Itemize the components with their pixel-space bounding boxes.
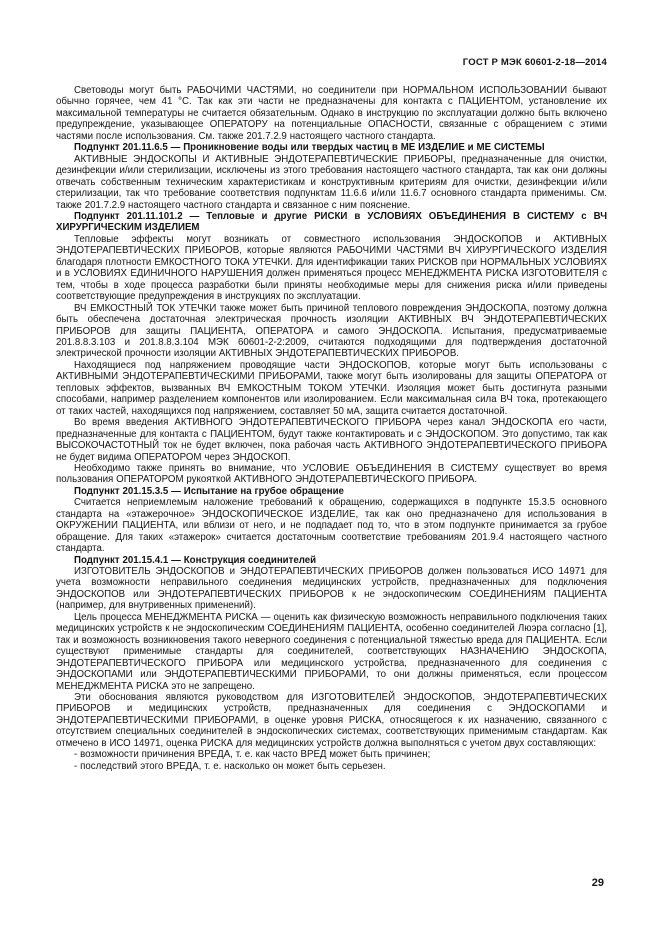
paragraph: Во время введения АКТИВНОГО ЭНДОТЕРАПЕВТИЧЕСКОГО ПРИБОРА через канал ЭНДОСКОПА его части, предназначенные для контакта с ПАЦИЕНТОМ, будут также контактировать и с ЭНДОСКОПОМ. Это допустимо, так как ВЫСОКОЧАСТОТНЫЙ ток не будет включен, пока рабочая часть АКТИВНОГО ЭНДОТЕРАПЕВТИЧЕСКОГО ПРИБОРА не будет видима ОПЕРАТОРОМ через ЭНДОСКОП. xyxy=(56,417,607,463)
paragraph: АКТИВНЫЕ ЭНДОСКОПЫ И АКТИВНЫЕ ЭНДОТЕРАПЕВТИЧЕСКИЕ ПРИБОРЫ, предназначенные для очистки, дезинфекции и/или стерилизации, исключены из этого требования настоящего частного стандарта, так как они должны отвечать собственным техническим характеристикам и конструктивным критериям для очистки, дезинфекции и/или стерилизации, так что требование соответствия подпунктам 11.6.6 и/или 11.6.7 основного стандарта применимы. См. также 201.7.2.9 настоящего частного стандарта и связанное с ним пояснение. xyxy=(56,153,607,211)
subclause-heading: Подпункт 201.11.6.5 — Проникновение воды или твердых частиц в МЕ ИЗДЕЛИЕ и МЕ СИСТЕМЫ xyxy=(74,142,545,154)
paragraph: ВЧ ЕМКОСТНЫЙ ТОК УТЕЧКИ также может быть причиной теплового повреждения ЭНДОСКОПА, поэтому должна быть обеспечена достаточная электрическая прочность изоляции АКТИВНЫХ ВЧ ЭНДОТЕРАПЕВТИЧЕСКИХ ПРИБОРОВ для защиты ПАЦИЕНТА, ОПЕРАТОРА и самого ЭНДОСКОПА. Испытания, предусматриваемые 201.8.8.3.103 и 201.8.8.3.104 МЭК 60601-2-2:2009, считаются подходящими для подтверждения достаточной электрической прочности изоляции АКТИВНЫХ ЭНДОТЕРАПЕВТИЧЕСКИХ ПРИБОРОВ. xyxy=(56,302,607,360)
paragraph: ИЗГОТОВИТЕЛЬ ЭНДОСКОПОВ и ЭНДОТЕРАПЕВТИЧЕСКИХ ПРИБОРОВ должен пользоваться ИСО 14971 для учета возможности неправильного соединения медицинских устройств, предназначенных для подключения ЭНДОСКОПОВ или ЭНДОТЕРАПЕВТИЧЕСКИХ ПРИБОРОВ к не эндоскопическим СОЕДИНЕНИЯМ ПАЦИЕНТА (например, для внутривенных применений). xyxy=(56,566,607,612)
paragraph: Необходимо также принять во внимание, что УСЛОВИЕ ОБЪЕДИНЕНИЯ В СИСТЕМУ существует во время пользования ОПЕРАТОРОМ рукояткой АКТИВНОГО ЭНДОТЕРАПЕВТИЧЕСКОГО ПРИБОРА. xyxy=(56,462,607,486)
paragraph: Цель процесса МЕНЕДЖМЕНТА РИСКА — оценить как физическую возможность неправильного подключения таких медицинских устройств к не эндоскопическим СОЕДИНЕНИЯМ ПАЦИЕНТА, особенно соединителей Люэра согласно [1], так и возможность возникновения такого неверного соединения с потенциальной тяжестью вреда для ПАЦИЕНТА. Если существуют применимые стандарты для соединителей, соответствующих НАЗНАЧЕНИЮ ЭНДОСКОПА, ЭНДОТЕРАПЕВТИЧЕСКОГО ПРИБОРА или медицинского устройства, предназначенного для соединения с ЭНДОСКОПАМИ или ЭНДОТЕРАПЕВТИЧЕСКИМИ ПРИБОРАМИ, то они должны применяться, если процессом МЕНЕДЖМЕНТА РИСКА это не запрещено. xyxy=(56,611,607,692)
page-number: 29 xyxy=(591,877,604,889)
paragraph: - возможности причинения ВРЕДА, т. е. как часто ВРЕД может быть причинен; xyxy=(74,749,431,761)
paragraph: Эти обоснования являются руководством для ИЗГОТОВИТЕЛЕЙ ЭНДОСКОПОВ, ЭНДОТЕРАПЕВТИЧЕСКИХ ПРИБОРОВ и медицинских устройств, предназначенных для соединения с ЭНДОСКОПАМИ и ЭНДОТЕРАПЕВТИЧЕСКИМИ ПРИБОРАМИ, в оценке уровня РИСКА, относящегося к их назначению, связанного с отсутствием специальных соединителей в эндоскопических системах, соответствующих применимым стандартам. Как отмечено в ИСО 14971, оценка РИСКА для медицинских устройств должна выполняться с учетом двух составляющих: xyxy=(56,692,607,749)
paragraph: Считается неприемлемым наложение требований к обращению, содержащихся в подпункте 15.3.5 основного стандарта на «этажерочное» ЭНДОСКОПИЧЕСКОЕ ИЗДЕЛИЕ, так как оно предназначено для использования в ОКРУЖЕНИИ ПАЦИЕНТА, или вблизи от него, и не подпадает под то, что в этом подпункте принимается за грубое обращение. Для таких «этажерок» считается достаточным соответствие требованиям 201.9.4 настоящего частного стандарта. xyxy=(56,497,607,555)
subclause-heading: Подпункт 201.11.101.2 — Тепловые и другие РИСКИ в УСЛОВИЯХ ОБЪЕДИНЕНИЯ В СИСТЕМУ с ВЧ ХИРУРГИЧЕСКИМ ИЗДЕЛИЕМ xyxy=(56,210,607,234)
document-body xyxy=(56,85,607,772)
paragraph: Тепловые эффекты могут возникать от совместного использования ЭНДОСКОПОВ и АКТИВНЫХ ЭНДОТЕРАПЕВТИЧЕСКИХ ПРИБОРОВ, которые являются РАБОЧИМИ ЧАСТЯМИ ВЧ ХИРУРГИЧЕСКОГО ИЗДЕЛИЯ благодаря плотности ЕМКОСТНОГО ТОКА УТЕЧКИ. Для идентификации таких РИСКОВ при НОРМАЛЬНЫХ УСЛОВИЯХ и в УСЛОВИЯХ ЕДИНИЧНОГО НАРУШЕНИЯ должен применяться процесс МЕНЕДЖМЕНТА РИСКА ИЗГОТОВИТЕЛЯ с тем, чтобы в ходе процесса разработки были приняты необходимые меры для снижения риска и/или приведены соответствующие предупреждения в инструкциях по эксплуатации. xyxy=(56,233,607,303)
subclause-heading: Подпункт 201.15.4.1 — Конструкция соединителей xyxy=(74,554,317,566)
paragraph: - последствий этого ВРЕДА, т. е. насколько он может быть серьезен. xyxy=(74,760,386,772)
subclause-heading: Подпункт 201.15.3.5 — Испытание на грубое обращение xyxy=(74,485,344,497)
running-header: ГОСТ Р МЭК 60601-2-18—2014 xyxy=(462,57,607,68)
paragraph: Находящиеся под напряжением проводящие части ЭНДОСКОПОВ, которые могут быть использованы с АКТИВНЫМИ ЭНДОТЕРАПЕВТИЧЕСКИМИ ПРИБОРАМИ, также могут быть изолированы для защиты ОПЕРАТОРА от тепловых эффектов, вызванных ВЧ ЕМКОСТНЫМ ТОКОМ УТЕЧКИ. Изоляция может быть достигнута разными способами, например разделением компонентов или изолированием. Если максимальная сила ВЧ тока, протекающего от таких частей, находящихся под напряжением, составляет 50 мА, защита считается достаточной. xyxy=(56,359,607,417)
paragraph: Световоды могут быть РАБОЧИМИ ЧАСТЯМИ, но соединители при НОРМАЛЬНОМ ИСПОЛЬЗОВАНИИ бывают обычно горячее, чем 41 °С. Так как эти части не предназначены для контакта с ПАЦИЕНТОМ, установление их максимальной температуры не считается обязательным. Однако в инструкцию по эксплуатации должно быть включено предупреждение, указывающее ОПЕРАТОРУ на потенциальные ОПАСНОСТИ, связанные с обращением с этими частями после использования. См. также 201.7.2.9 настоящего частного стандарта. xyxy=(56,85,607,142)
